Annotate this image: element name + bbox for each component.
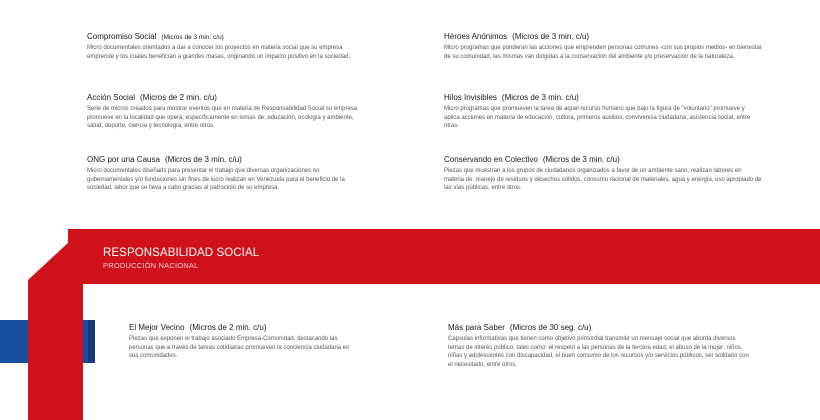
- section-ong-por-una-causa: [87, 155, 362, 193]
- section-mas-para-saber: [448, 323, 753, 369]
- section-heading: [87, 32, 362, 41]
- section-heading: [129, 323, 359, 332]
- section-title: Hilos Invisibles: [444, 93, 497, 102]
- section-duration: (Micros de 2 min. c/u): [189, 323, 267, 332]
- section-duration: (Micros de 3 min. c/u): [164, 155, 242, 164]
- section-body: Piezas que muestran a los grupos de ciudadanos organizados a favor de un ambiente sano, realizan labores en materia de: manejo de residuos y desechos sólidos, consumo racional de materiales, agua y energía, uso apropiado de las vías públicas, entre otros.: [444, 168, 762, 192]
- section-duration: (Micros de 2 min. c/u): [140, 93, 217, 102]
- section-heroes-anonimos: [444, 32, 762, 61]
- section-title: El Mejor Vecino: [129, 323, 185, 332]
- section-body: Cápsulas informativas que tienen como objetivo primordial transmitir un mensaje social que aborda diversos temas de interés público; tales como: el respeto a las personas de la tercera edad, el abuso de la mujer; niños, niñas y adolescentes con discapacidad, el buen consumo de los recursos y/o servicios públicos, ser solidario con el necesitado, entre otros.: [448, 336, 749, 368]
- section-duration: (Micros de 3 min. c/u): [542, 155, 620, 164]
- section-heading: [444, 93, 762, 102]
- section-title: Conservando en Colectivo: [444, 155, 538, 164]
- banner-title: RESPONSABILIDAD SOCIAL: [103, 247, 260, 259]
- section-body: Piezas que exponen el trabajo asociado Empresa-Comunidad, destacando las personas que a través de tareas cotidianas promueven la conciencia ciudadana en sus comunidades.: [129, 336, 350, 360]
- section-title: ONG por una Causa: [87, 155, 160, 164]
- section-duration: (Micros de 3 min. c/u): [501, 93, 579, 102]
- section-body: Micro documentales orientados a dar a conocer los proyectos en materia social que su empresa emprende y los cuales benefician a grandes masas, originando un impacto positivo en la sociedad.: [87, 45, 351, 60]
- section-title: Acción Social: [87, 93, 136, 102]
- section-accion-social: [87, 93, 362, 131]
- blue-band-shadow: [88, 320, 95, 363]
- section-title: Más para Saber: [448, 323, 505, 332]
- section-heading: [87, 155, 362, 164]
- section-duration: (Micros de 3 min. c/u): [512, 32, 590, 41]
- section-duration: (Micros de 3 min. c/u): [161, 34, 224, 41]
- section-title: Héroes Anónimos: [444, 32, 508, 41]
- section-heading: [87, 93, 362, 102]
- section-body: Micro documentales diseñads para presentar el trabajo que diversas organizaciones no gubernamentales y/o fundaciones sin fines de lucro realizan en Venezuela para el beneficio de la sociedad, labor que se lleva a cabo gracias al patrocinio de su empresa.: [87, 168, 345, 192]
- section-body: Micro programas que ponderan las acciones que emprenden personas comunes -con sus propios medios- en bienestar de su comunidad, las mismas van dirigidas a la conservación del ambiente y/o preservación de la naturaleza.: [444, 45, 762, 60]
- section-duration: (Micros de 30 seg. c/u): [509, 323, 592, 332]
- section-hilos-invisibles: [444, 93, 762, 131]
- section-body: Micro programas que promueven la tarea de aquel recurso humano que bajo la figura de "voluntario" promueve y aplica acciones en materia de educación, cultura, primeros auxilios, convivencia ciudadana, asistencia social, entre otras.: [444, 106, 751, 130]
- section-el-mejor-vecino: [129, 323, 359, 361]
- section-title: Compromiso Social: [87, 32, 157, 41]
- section-conservando-en-colectivo: [444, 155, 762, 193]
- section-heading: [444, 32, 762, 41]
- banner-subtitle: PRODUCCIÓN NACIONAL: [103, 261, 199, 270]
- section-heading: [444, 155, 762, 164]
- section-compromiso-social: [87, 32, 362, 61]
- section-body: Serie de micros creados para mostrar eventos que en materia de Responsabilidad Social su empresa promueve en la localidad que opera; específicamente en temas de: educación, ecología y ambiente, salud, deporte, ciencia y tecnología, entre otros.: [87, 106, 358, 130]
- section-heading: [448, 323, 753, 332]
